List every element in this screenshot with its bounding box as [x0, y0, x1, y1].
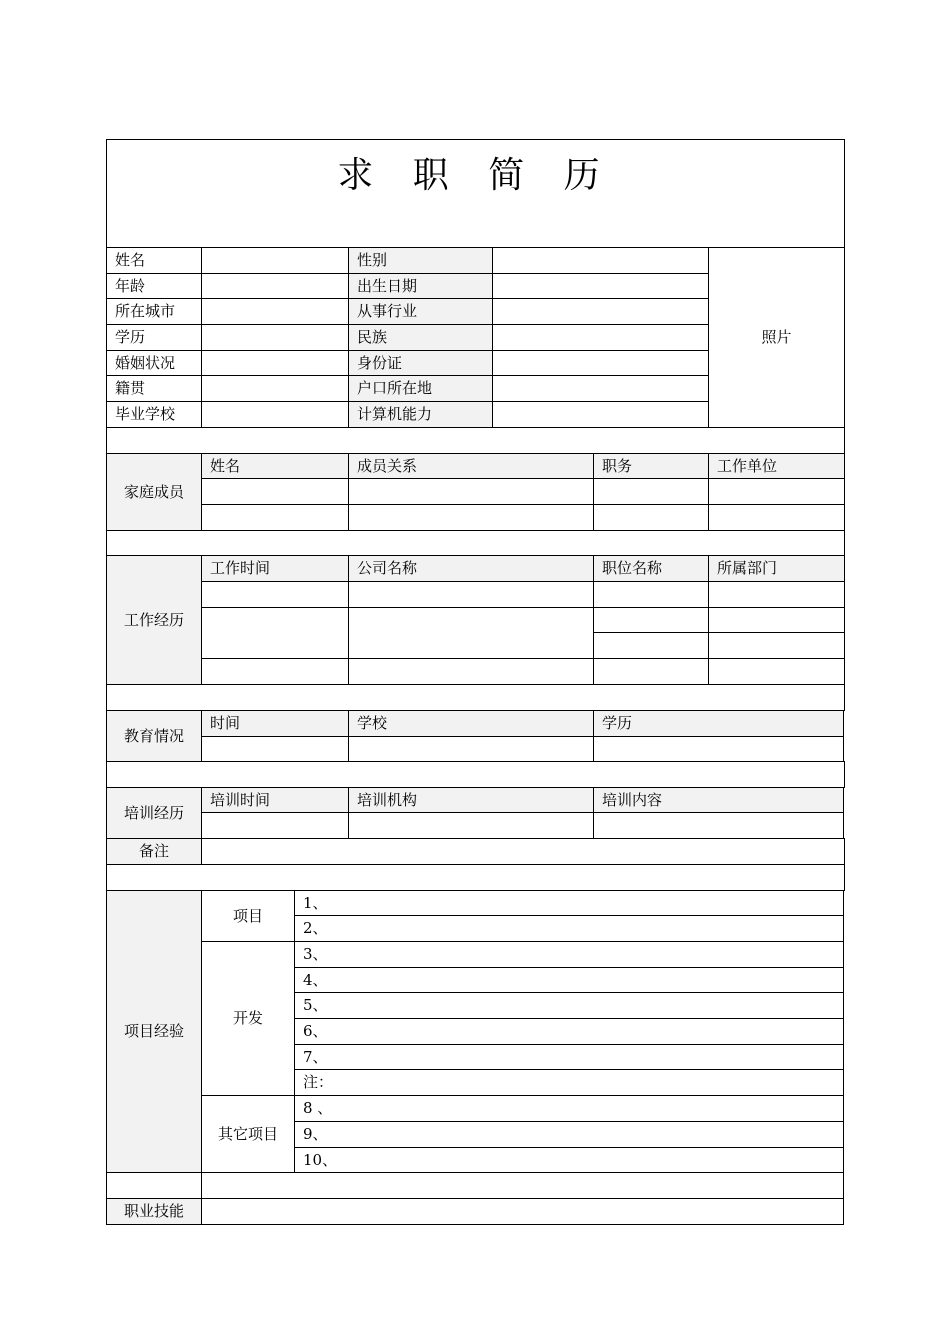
spacer-row	[106, 427, 845, 454]
project-item-row[interactable]: 1、	[294, 890, 844, 916]
family-section-label: 家庭成员	[106, 453, 202, 531]
basic-info-label: 学历	[106, 324, 202, 351]
work-header: 公司名称	[348, 555, 594, 582]
projects-section-label: 项目经验	[106, 890, 202, 1173]
remarks-label: 备注	[106, 838, 202, 865]
work-input-cell[interactable]	[708, 658, 845, 685]
work-input-cell[interactable]	[593, 581, 709, 608]
family-input-cell[interactable]	[708, 504, 845, 531]
training-header: 培训机构	[348, 787, 594, 813]
basic-info-label: 所在城市	[106, 298, 202, 325]
basic-info-value-field[interactable]	[201, 375, 349, 402]
project-item-row[interactable]: 注：	[294, 1069, 844, 1096]
basic-info-value-field[interactable]	[492, 324, 709, 351]
work-input-cell[interactable]	[348, 658, 594, 685]
work-section-label: 工作经历	[106, 555, 202, 685]
project-item-row[interactable]: 5、	[294, 992, 844, 1019]
basic-info-value-field[interactable]	[201, 247, 349, 274]
family-input-cell[interactable]	[348, 504, 594, 531]
project-item-row[interactable]: 2、	[294, 915, 844, 942]
project-item-row[interactable]: 8 、	[294, 1095, 844, 1122]
spacer-row	[106, 864, 845, 891]
project-item-row[interactable]: 6、	[294, 1018, 844, 1045]
basic-info-value-field[interactable]	[492, 273, 709, 299]
project-item-row[interactable]: 7、	[294, 1044, 844, 1070]
project-item-row[interactable]: 4、	[294, 967, 844, 993]
work-input-cell[interactable]	[201, 581, 349, 608]
skills-label: 职业技能	[106, 1198, 202, 1225]
photo-box[interactable]: 照片	[708, 247, 845, 428]
work-header: 工作时间	[201, 555, 349, 582]
basic-info-value-field[interactable]	[492, 350, 709, 376]
basic-info-label: 性别	[348, 247, 493, 274]
skills-input-cell[interactable]	[201, 1172, 844, 1199]
family-input-cell[interactable]	[593, 478, 709, 505]
skills-input-cell[interactable]	[201, 1198, 844, 1225]
basic-info-label: 从事行业	[348, 298, 493, 325]
basic-info-label: 姓名	[106, 247, 202, 274]
family-input-cell[interactable]	[201, 478, 349, 505]
work-input-cell[interactable]	[348, 581, 594, 608]
work-input-cell[interactable]	[593, 607, 709, 633]
family-input-cell[interactable]	[201, 504, 349, 531]
family-header: 工作单位	[708, 453, 845, 479]
education-input-cell[interactable]	[348, 736, 594, 762]
basic-info-label: 户口所在地	[348, 375, 493, 402]
project-group-label: 项目	[201, 890, 295, 942]
basic-info-value-field[interactable]	[492, 401, 709, 428]
education-input-cell[interactable]	[593, 736, 844, 762]
family-header: 职务	[593, 453, 709, 479]
project-group-label: 其它项目	[201, 1095, 295, 1173]
basic-info-label: 出生日期	[348, 273, 493, 299]
work-input-cell[interactable]	[593, 632, 709, 659]
education-header: 时间	[201, 710, 349, 737]
basic-info-value-field[interactable]	[492, 375, 709, 402]
work-input-cell[interactable]	[201, 607, 349, 659]
resume-title: 求 职 简 历	[106, 139, 845, 248]
project-item-row[interactable]: 10、	[294, 1147, 844, 1173]
basic-info-label: 婚姻状况	[106, 350, 202, 376]
basic-info-label: 民族	[348, 324, 493, 351]
basic-info-value-field[interactable]	[492, 247, 709, 274]
spacer-row	[106, 530, 845, 556]
basic-info-label: 年龄	[106, 273, 202, 299]
family-header: 成员关系	[348, 453, 594, 479]
project-group-label: 开发	[201, 941, 295, 1096]
work-input-cell[interactable]	[593, 658, 709, 685]
basic-info-value-field[interactable]	[201, 401, 349, 428]
education-header: 学校	[348, 710, 594, 737]
work-input-cell[interactable]	[201, 658, 349, 685]
spacer-row	[106, 684, 845, 711]
spacer-row	[106, 761, 845, 788]
basic-info-label: 身份证	[348, 350, 493, 376]
remarks-input[interactable]	[201, 838, 845, 865]
work-input-cell[interactable]	[708, 632, 845, 659]
basic-info-value-field[interactable]	[201, 273, 349, 299]
work-header: 所属部门	[708, 555, 845, 582]
family-header: 姓名	[201, 453, 349, 479]
basic-info-label: 籍贯	[106, 375, 202, 402]
basic-info-value-field[interactable]	[201, 350, 349, 376]
education-section-label: 教育情况	[106, 710, 202, 762]
project-item-row[interactable]: 3、	[294, 941, 844, 968]
training-section-label: 培训经历	[106, 787, 202, 839]
training-header: 培训内容	[593, 787, 844, 813]
training-input-cell[interactable]	[348, 812, 594, 839]
project-item-row[interactable]: 9、	[294, 1121, 844, 1148]
work-input-cell[interactable]	[708, 607, 845, 633]
basic-info-label: 计算机能力	[348, 401, 493, 428]
work-input-cell[interactable]	[708, 581, 845, 608]
work-header: 职位名称	[593, 555, 709, 582]
training-input-cell[interactable]	[593, 812, 844, 839]
family-input-cell[interactable]	[593, 504, 709, 531]
basic-info-label: 毕业学校	[106, 401, 202, 428]
work-input-cell[interactable]	[348, 607, 594, 659]
family-input-cell[interactable]	[708, 478, 845, 505]
basic-info-value-field[interactable]	[201, 298, 349, 325]
training-input-cell[interactable]	[201, 812, 349, 839]
family-input-cell[interactable]	[348, 478, 594, 505]
training-header: 培训时间	[201, 787, 349, 813]
education-input-cell[interactable]	[201, 736, 349, 762]
education-header: 学历	[593, 710, 844, 737]
skills-blank-cell	[106, 1172, 202, 1199]
basic-info-value-field[interactable]	[492, 298, 709, 325]
basic-info-value-field[interactable]	[201, 324, 349, 351]
